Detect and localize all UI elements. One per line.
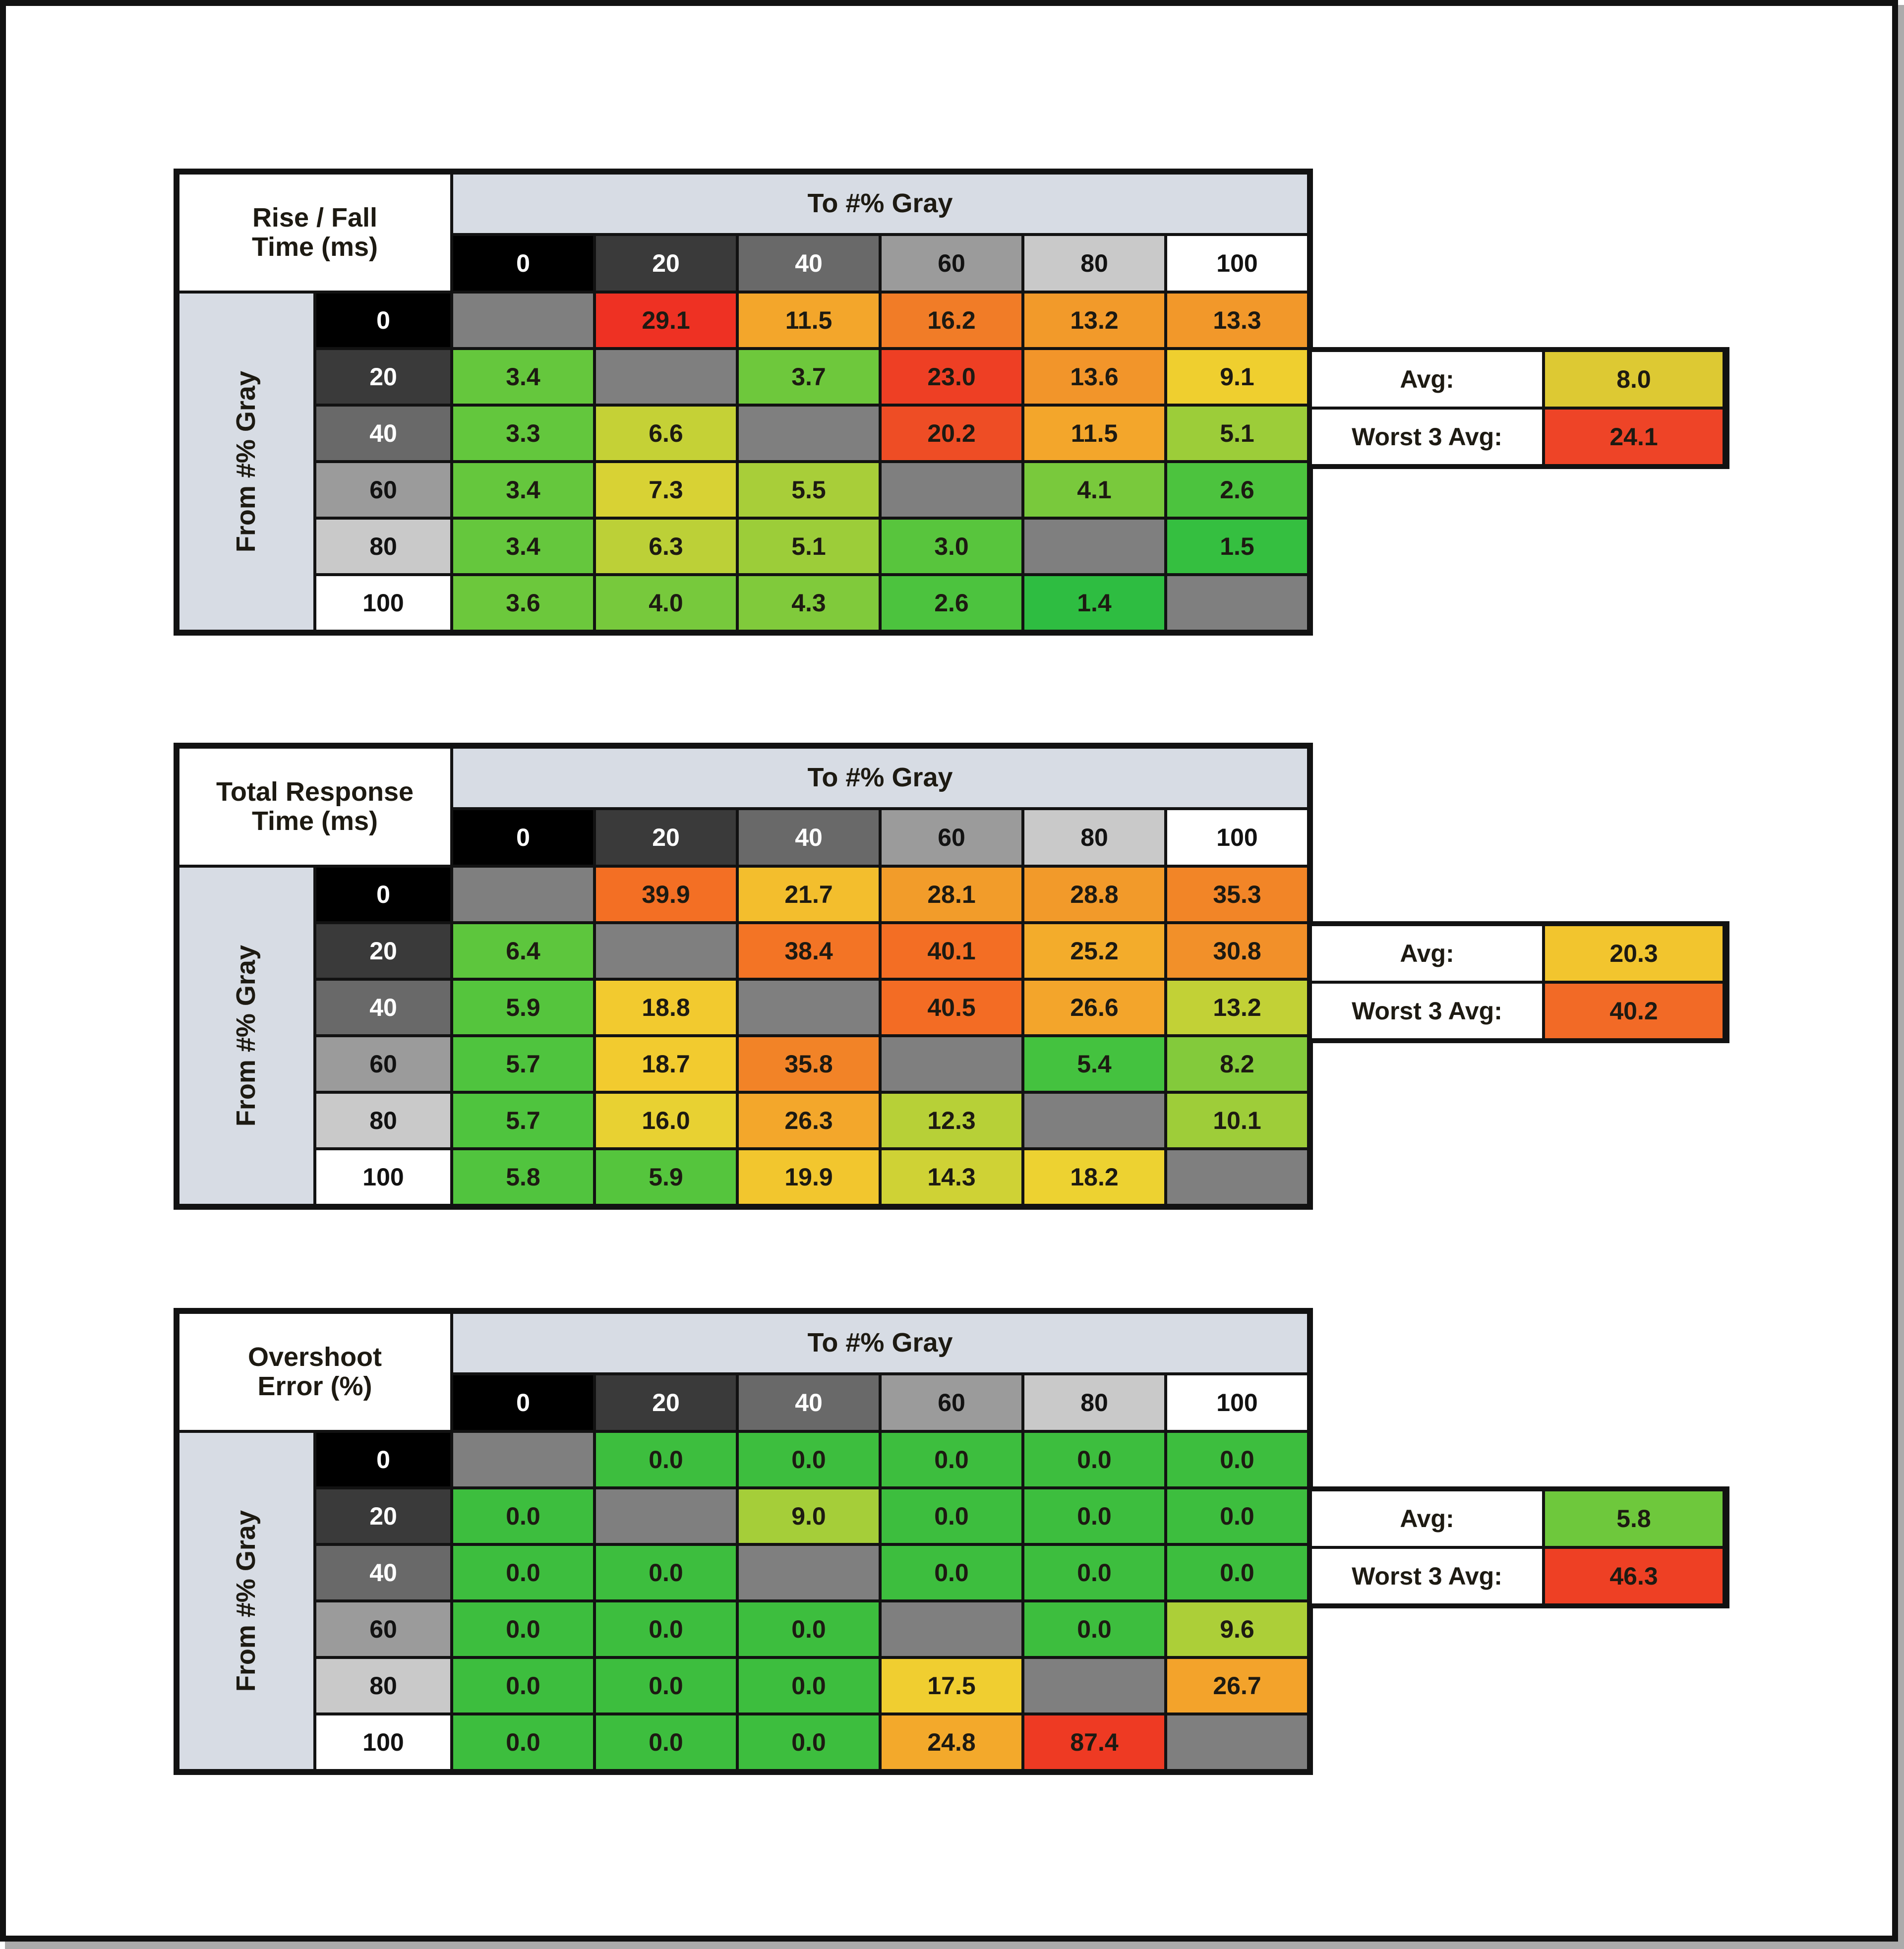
diagonal-cell bbox=[453, 294, 593, 347]
row-header: 80 bbox=[316, 1094, 450, 1147]
table-title-line2: Time (ms) bbox=[251, 806, 378, 836]
diagonal-cell bbox=[596, 1489, 736, 1543]
data-cell: 5.9 bbox=[453, 981, 593, 1034]
row-header: 0 bbox=[316, 294, 450, 347]
col-header: 20 bbox=[596, 810, 736, 865]
data-cell: 0.0 bbox=[596, 1602, 736, 1656]
col-header: 100 bbox=[1167, 236, 1307, 291]
diagonal-cell bbox=[882, 1602, 1021, 1656]
diagonal-cell bbox=[882, 463, 1021, 517]
data-cell: 6.3 bbox=[596, 520, 736, 573]
data-cell: 26.6 bbox=[1024, 981, 1164, 1034]
total-response-table bbox=[174, 743, 1313, 1210]
data-cell: 23.0 bbox=[882, 350, 1021, 404]
diagonal-cell bbox=[453, 1433, 593, 1486]
data-cell: 28.8 bbox=[1024, 868, 1164, 921]
row-header: 20 bbox=[316, 924, 450, 978]
data-cell: 2.6 bbox=[1167, 463, 1307, 517]
data-cell: 5.1 bbox=[739, 520, 879, 573]
data-cell: 0.0 bbox=[1167, 1433, 1307, 1486]
row-header: 60 bbox=[316, 1602, 450, 1656]
table-title-line1: Overshoot bbox=[247, 1342, 382, 1372]
table-title-line2: Time (ms) bbox=[251, 232, 378, 262]
row-header: 0 bbox=[316, 1433, 450, 1486]
data-cell: 87.4 bbox=[1024, 1715, 1164, 1769]
table-title bbox=[179, 175, 450, 291]
col-header: 60 bbox=[882, 236, 1021, 291]
row-header: 100 bbox=[316, 1715, 450, 1769]
diagonal-cell bbox=[739, 981, 879, 1034]
data-cell: 0.0 bbox=[1024, 1433, 1164, 1486]
table-title-line1: Total Response bbox=[216, 776, 414, 807]
worst3-avg-value: 40.2 bbox=[1545, 984, 1723, 1038]
worst3-avg-label: Worst 3 Avg: bbox=[1312, 410, 1542, 464]
table-title-line2: Error (%) bbox=[257, 1371, 372, 1401]
data-cell: 20.2 bbox=[882, 407, 1021, 460]
avg-value: 20.3 bbox=[1545, 926, 1723, 981]
data-cell: 1.5 bbox=[1167, 520, 1307, 573]
rise-fall-table bbox=[174, 169, 1313, 636]
row-header: 40 bbox=[316, 407, 450, 460]
col-header: 0 bbox=[453, 236, 593, 291]
diagonal-cell bbox=[739, 1546, 879, 1599]
overshoot-error-summary-box bbox=[1307, 1486, 1729, 1608]
avg-value: 5.8 bbox=[1545, 1491, 1723, 1546]
data-cell: 5.8 bbox=[453, 1150, 593, 1204]
to-gray-header: To #% Gray bbox=[453, 749, 1307, 807]
diagonal-cell bbox=[1167, 576, 1307, 630]
data-cell: 26.3 bbox=[739, 1094, 879, 1147]
data-cell: 3.4 bbox=[453, 520, 593, 573]
worst3-avg-label: Worst 3 Avg: bbox=[1312, 1549, 1542, 1603]
data-cell: 4.1 bbox=[1024, 463, 1164, 517]
from-gray-label: From #% Gray bbox=[231, 370, 261, 553]
data-cell: 26.7 bbox=[1167, 1659, 1307, 1713]
to-gray-header: To #% Gray bbox=[453, 175, 1307, 233]
data-cell: 0.0 bbox=[596, 1715, 736, 1769]
data-cell: 21.7 bbox=[739, 868, 879, 921]
avg-value: 8.0 bbox=[1545, 352, 1723, 407]
data-cell: 0.0 bbox=[882, 1546, 1021, 1599]
table-title-line1: Rise / Fall bbox=[252, 202, 378, 233]
data-cell: 5.7 bbox=[453, 1094, 593, 1147]
row-header: 80 bbox=[316, 1659, 450, 1713]
row-header: 0 bbox=[316, 868, 450, 921]
data-cell: 11.5 bbox=[1024, 407, 1164, 460]
data-cell: 0.0 bbox=[1167, 1546, 1307, 1599]
diagonal-cell bbox=[1167, 1715, 1307, 1769]
data-cell: 11.5 bbox=[739, 294, 879, 347]
col-header: 20 bbox=[596, 236, 736, 291]
row-header: 40 bbox=[316, 1546, 450, 1599]
data-cell: 0.0 bbox=[739, 1715, 879, 1769]
total-response-summary-box bbox=[1307, 921, 1729, 1043]
data-cell: 40.1 bbox=[882, 924, 1021, 978]
from-gray-header bbox=[179, 294, 313, 630]
data-cell: 6.4 bbox=[453, 924, 593, 978]
data-cell: 25.2 bbox=[1024, 924, 1164, 978]
col-header: 100 bbox=[1167, 1375, 1307, 1430]
diagonal-cell bbox=[1024, 1659, 1164, 1713]
table-title bbox=[179, 749, 450, 865]
data-cell: 1.4 bbox=[1024, 576, 1164, 630]
data-cell: 3.4 bbox=[453, 350, 593, 404]
overshoot-error-table bbox=[174, 1308, 1313, 1775]
data-cell: 5.7 bbox=[453, 1037, 593, 1091]
data-cell: 10.1 bbox=[1167, 1094, 1307, 1147]
data-cell: 0.0 bbox=[1167, 1489, 1307, 1543]
data-cell: 0.0 bbox=[882, 1489, 1021, 1543]
data-cell: 13.2 bbox=[1024, 294, 1164, 347]
data-cell: 0.0 bbox=[1024, 1546, 1164, 1599]
data-cell: 0.0 bbox=[596, 1659, 736, 1713]
row-header: 20 bbox=[316, 1489, 450, 1543]
row-header: 100 bbox=[316, 576, 450, 630]
data-cell: 13.6 bbox=[1024, 350, 1164, 404]
avg-label: Avg: bbox=[1312, 352, 1542, 407]
diagonal-cell bbox=[596, 924, 736, 978]
data-cell: 35.8 bbox=[739, 1037, 879, 1091]
data-cell: 14.3 bbox=[882, 1150, 1021, 1204]
diagonal-cell bbox=[453, 868, 593, 921]
data-cell: 28.1 bbox=[882, 868, 1021, 921]
data-cell: 0.0 bbox=[453, 1489, 593, 1543]
data-cell: 0.0 bbox=[453, 1546, 593, 1599]
data-cell: 3.7 bbox=[739, 350, 879, 404]
data-cell: 16.0 bbox=[596, 1094, 736, 1147]
data-cell: 5.9 bbox=[596, 1150, 736, 1204]
col-header: 80 bbox=[1024, 236, 1164, 291]
row-header: 100 bbox=[316, 1150, 450, 1204]
data-cell: 9.0 bbox=[739, 1489, 879, 1543]
data-cell: 7.3 bbox=[596, 463, 736, 517]
data-cell: 39.9 bbox=[596, 868, 736, 921]
data-cell: 0.0 bbox=[739, 1433, 879, 1486]
table-title bbox=[179, 1314, 450, 1430]
col-header: 80 bbox=[1024, 810, 1164, 865]
data-cell: 12.3 bbox=[882, 1094, 1021, 1147]
col-header: 0 bbox=[453, 810, 593, 865]
data-cell: 4.3 bbox=[739, 576, 879, 630]
data-cell: 9.6 bbox=[1167, 1602, 1307, 1656]
col-header: 40 bbox=[739, 810, 879, 865]
col-header: 80 bbox=[1024, 1375, 1164, 1430]
from-gray-header bbox=[179, 1433, 313, 1769]
row-header: 60 bbox=[316, 1037, 450, 1091]
data-cell: 40.5 bbox=[882, 981, 1021, 1034]
worst3-avg-label: Worst 3 Avg: bbox=[1312, 984, 1542, 1038]
data-cell: 0.0 bbox=[1024, 1489, 1164, 1543]
window-shadow-bottom bbox=[5, 1942, 1904, 1949]
diagonal-cell bbox=[739, 407, 879, 460]
col-header: 60 bbox=[882, 1375, 1021, 1430]
from-gray-label: From #% Gray bbox=[231, 1510, 261, 1692]
col-header: 40 bbox=[739, 236, 879, 291]
data-cell: 0.0 bbox=[453, 1659, 593, 1713]
from-gray-label: From #% Gray bbox=[231, 945, 261, 1127]
data-cell: 0.0 bbox=[739, 1602, 879, 1656]
row-header: 20 bbox=[316, 350, 450, 404]
data-cell: 6.6 bbox=[596, 407, 736, 460]
data-cell: 0.0 bbox=[596, 1433, 736, 1486]
diagonal-cell bbox=[596, 350, 736, 404]
window-shadow-right bbox=[1898, 5, 1904, 1949]
data-cell: 13.2 bbox=[1167, 981, 1307, 1034]
rise-fall-summary-box bbox=[1307, 347, 1729, 469]
diagonal-cell bbox=[882, 1037, 1021, 1091]
data-cell: 3.0 bbox=[882, 520, 1021, 573]
col-header: 100 bbox=[1167, 810, 1307, 865]
avg-label: Avg: bbox=[1312, 1491, 1542, 1546]
data-cell: 0.0 bbox=[1024, 1602, 1164, 1656]
diagonal-cell bbox=[1167, 1150, 1307, 1204]
data-cell: 19.9 bbox=[739, 1150, 879, 1204]
data-cell: 13.3 bbox=[1167, 294, 1307, 347]
data-cell: 0.0 bbox=[453, 1715, 593, 1769]
data-cell: 24.8 bbox=[882, 1715, 1021, 1769]
data-cell: 16.2 bbox=[882, 294, 1021, 347]
data-cell: 17.5 bbox=[882, 1659, 1021, 1713]
data-cell: 30.8 bbox=[1167, 924, 1307, 978]
worst3-avg-value: 24.1 bbox=[1545, 410, 1723, 464]
from-gray-header bbox=[179, 868, 313, 1204]
diagonal-cell bbox=[1024, 520, 1164, 573]
col-header: 40 bbox=[739, 1375, 879, 1430]
worst3-avg-value: 46.3 bbox=[1545, 1549, 1723, 1603]
data-cell: 18.7 bbox=[596, 1037, 736, 1091]
data-cell: 2.6 bbox=[882, 576, 1021, 630]
data-cell: 35.3 bbox=[1167, 868, 1307, 921]
diagonal-cell bbox=[1024, 1094, 1164, 1147]
data-cell: 5.4 bbox=[1024, 1037, 1164, 1091]
to-gray-header: To #% Gray bbox=[453, 1314, 1307, 1372]
data-cell: 38.4 bbox=[739, 924, 879, 978]
row-header: 40 bbox=[316, 981, 450, 1034]
data-cell: 8.2 bbox=[1167, 1037, 1307, 1091]
data-cell: 3.3 bbox=[453, 407, 593, 460]
row-header: 80 bbox=[316, 520, 450, 573]
data-cell: 3.6 bbox=[453, 576, 593, 630]
data-cell: 29.1 bbox=[596, 294, 736, 347]
col-header: 0 bbox=[453, 1375, 593, 1430]
data-cell: 9.1 bbox=[1167, 350, 1307, 404]
row-header: 60 bbox=[316, 463, 450, 517]
col-header: 20 bbox=[596, 1375, 736, 1430]
data-cell: 0.0 bbox=[453, 1602, 593, 1656]
data-cell: 0.0 bbox=[739, 1659, 879, 1713]
avg-label: Avg: bbox=[1312, 926, 1542, 981]
data-cell: 18.2 bbox=[1024, 1150, 1164, 1204]
data-cell: 4.0 bbox=[596, 576, 736, 630]
col-header: 60 bbox=[882, 810, 1021, 865]
data-cell: 3.4 bbox=[453, 463, 593, 517]
data-cell: 5.5 bbox=[739, 463, 879, 517]
data-cell: 0.0 bbox=[596, 1546, 736, 1599]
data-cell: 0.0 bbox=[882, 1433, 1021, 1486]
data-cell: 5.1 bbox=[1167, 407, 1307, 460]
data-cell: 18.8 bbox=[596, 981, 736, 1034]
